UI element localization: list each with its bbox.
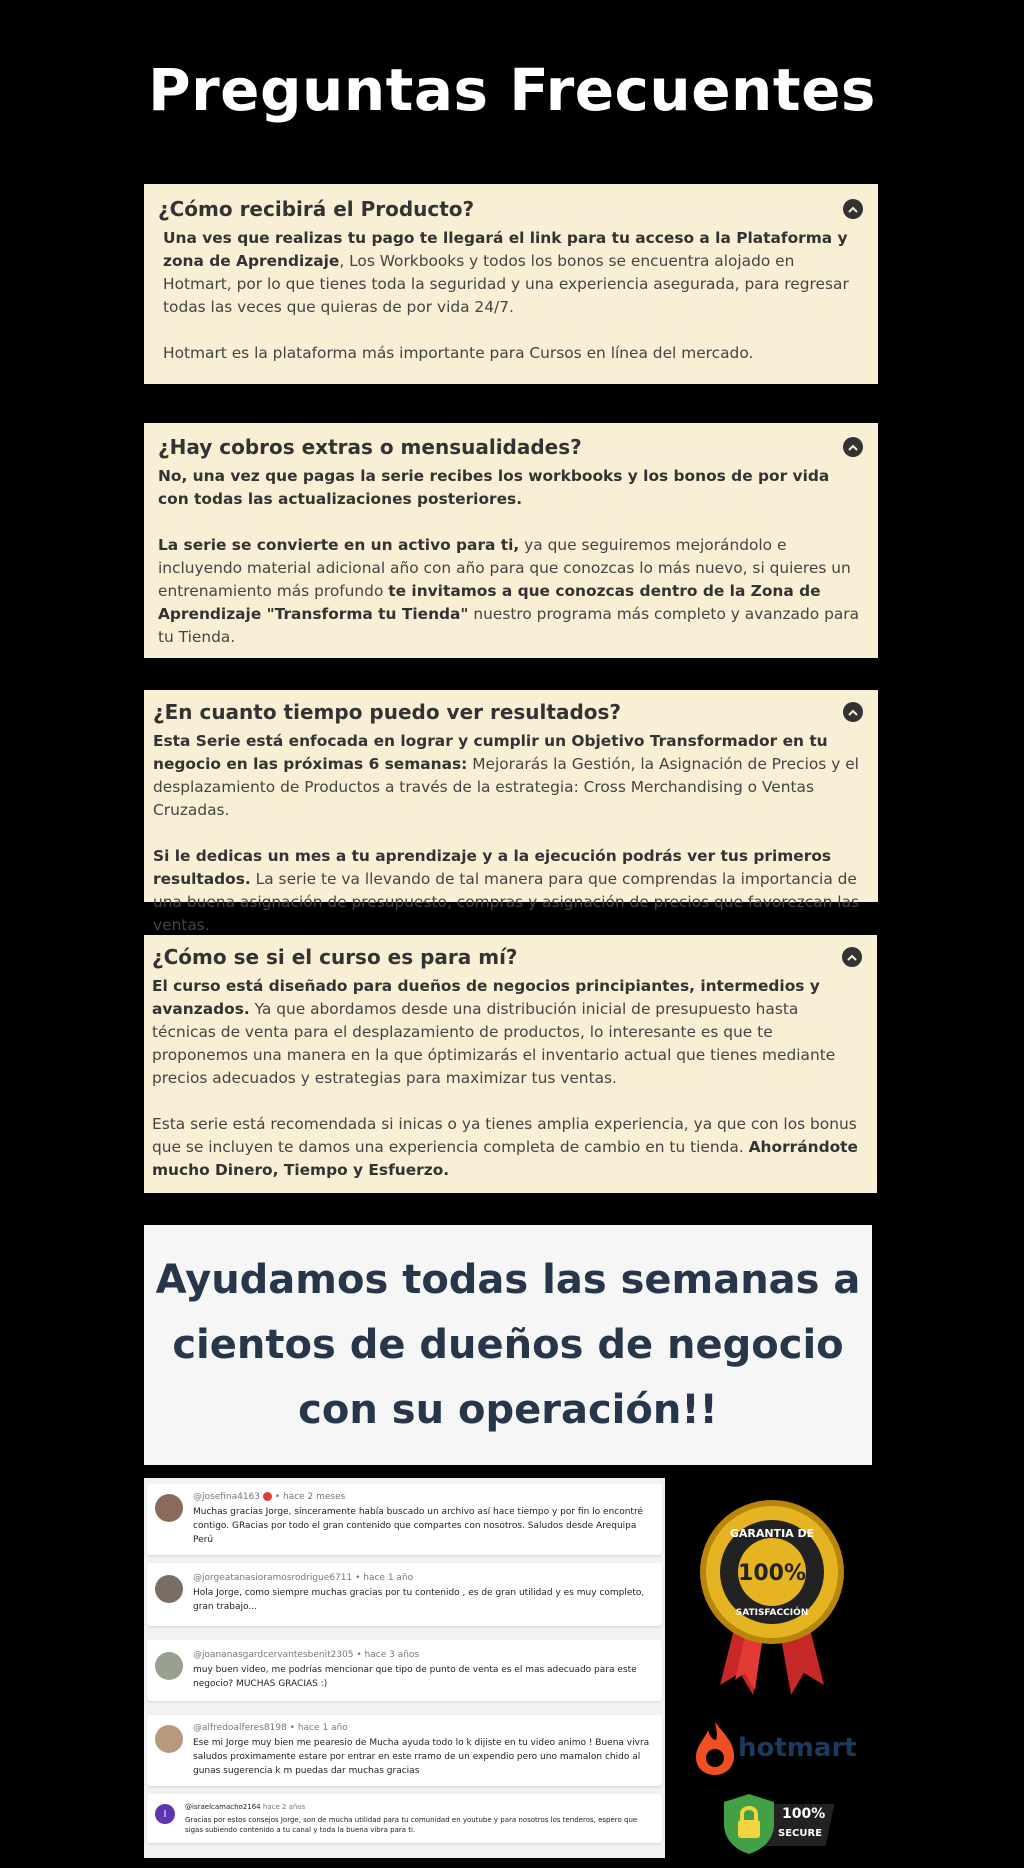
comment-user: @jorgeatanasioramosrodrigue6711 [193, 1573, 353, 1583]
comment-text: Ese mi Jorge muy bien me pearesio de Mucha ayuda todo lo k dijiste en tu video animo ! Buena vivra saludos proximamente estare por entrar en este rramo de un expendio pero uno mamalon chido al gunas sugerencia k m puedas dar muchas gracias [193, 1738, 650, 1776]
answer-bold: Una ves que realizas tu pago te llegará el link para tu acceso a la Plataforma y zona de Aprendizaje [163, 229, 848, 270]
chevron-up-icon[interactable] [843, 199, 863, 219]
faq-question-text: ¿Cómo recibirá el Producto? [158, 197, 475, 221]
faq-item-producto [144, 184, 878, 384]
guarantee-seal-icon [695, 1495, 849, 1705]
faq-item-curso [144, 935, 877, 1193]
comment-time: hace 2 años [262, 1803, 306, 1811]
answer-text: nuestro programa más completo y avanzado para tu Tienda. [158, 605, 860, 646]
chevron-up-icon[interactable] [843, 437, 863, 457]
answer-bold: El curso está diseñado para dueños de negocios principiantes, intermedios y avanzados. [152, 977, 820, 1018]
comment-user: @josefina4163 [193, 1492, 261, 1502]
avatar [155, 1575, 183, 1603]
comment-text: Muchas gracias Jorge, sinceramente había buscado un archivo así hace tiempo y por fin lo encontré contigo. GRacias por todo el gran contenido que compartes con nosotros. Saludos desde Arequipa Perú [193, 1507, 644, 1545]
comment-text: Hola Jorge, como siempre muchas gracias por tu contenido , es de gran utilidad y es muy completo, gran trabajo... [193, 1588, 645, 1612]
faq-item-resultados [144, 690, 878, 934]
comment-user: @alfredoalferes8198 [193, 1723, 287, 1733]
answer-text: Esta serie está recomendada si inicas o ya tienes amplia experiencia, ya que con los bonus que se incluyen te damos una experiencia completa de cambio en tu tienda. [152, 1115, 857, 1156]
answer-text: Hotmart es la plataforma más importante para Cursos en línea del mercado. [163, 344, 754, 362]
guarantee-pct-text: 100% [738, 1561, 806, 1586]
avatar: I [155, 1804, 175, 1824]
faq-question[interactable] [153, 700, 863, 724]
faq-question-text: ¿Cómo se si el curso es para mí? [152, 945, 518, 969]
comment-time: hace 1 año [297, 1723, 348, 1733]
secure-pct-text: 100% [782, 1806, 826, 1822]
guarantee-bottom-text: SATISFACCIÓN [735, 1608, 809, 1618]
faq-question[interactable] [152, 945, 862, 969]
secure-badge [720, 1792, 832, 1856]
verified-icon [263, 1492, 272, 1501]
comment-user: @israelcamacho2164 [185, 1803, 261, 1811]
avatar [155, 1494, 183, 1522]
comment-item: @josefina4163 • hace 2 meses Muchas gracias Jorge, sinceramente había buscado un archivo así hace tiempo y por fin lo encontré contigo. GRacias por todo el gran contenido que compartes con nosotros. Saludos desde Arequipa Perú [147, 1484, 662, 1555]
faq-item-cobros [144, 423, 878, 658]
answer-text: , Los Workbooks y todos los bonos se encuentra alojado en Hotmart, por lo que tienes toda la seguridad y una experiencia asegurada, para regresar todas las veces que quieras de por vida 24/7. [163, 252, 849, 316]
comment-item: @joananasgardcervantesbenit2305 • hace 3 años muy buen video, me podrías mencionar que tipo de punto de venta es el mas adecuado para este negocio? MUCHAS GRACIAS :) [147, 1640, 662, 1701]
comment-text: muy buen video, me podrías mencionar que tipo de punto de venta es el mas adecuado para este negocio? MUCHAS GRACIAS :) [193, 1665, 637, 1689]
faq-question[interactable] [158, 435, 863, 459]
promo-headline: Ayudamos todas las semanas a cientos de dueños de negocio con su operación!! [155, 1256, 861, 1433]
comment-text: Gracias por estos consejos Jorge, son de mucha utilidad para tu comunidad en youtube y para nosotros los tenderos, espero que sigas subiendo contenido a tu canal y toda la buena vibra para ti. [185, 1816, 638, 1834]
faq-answer [153, 730, 863, 937]
answer-bold: Esta Serie está enfocada en lograr y cumplir un Objetivo Transformador en tu negocio en las próximas 6 semanas: [153, 732, 828, 773]
answer-text: Mejorarás la Gestión, la Asignación de Precios y el desplazamiento de Productos a través de la estrategia: Cross Merchandising o Ventas Cruzadas. [153, 755, 859, 819]
answer-bold: La serie se convierte en un activo para ti, [158, 536, 520, 554]
lock-shield-icon [720, 1792, 778, 1856]
avatar [155, 1652, 183, 1680]
answer-text: Ya que abordamos desde una distribución inicial de presupuesto hasta técnicas de venta para el desplazamiento de productos, lo interesante es que te proponemos una manera en la que óptimizarás el inventario actual que tienes mediante precios adecuados y estrategias para maximizar tus ventas. [152, 1000, 836, 1087]
page-title: Preguntas Frecuentes [148, 56, 876, 124]
faq-question-text: ¿En cuanto tiempo puedo ver resultados? [153, 700, 622, 724]
comment-item: @jorgeatanasioramosrodrigue6711 • hace 1 año Hola Jorge, como siempre muchas gracias por tu contenido , es de gran utilidad y es muy completo, gran trabajo... [147, 1563, 662, 1626]
comment-time: hace 2 meses [282, 1492, 346, 1502]
faq-answer [158, 465, 863, 649]
comment-time: hace 1 año [363, 1573, 414, 1583]
comment-user: @joananasgardcervantesbenit2305 [193, 1650, 354, 1660]
flame-icon [694, 1720, 736, 1776]
answer-bold: No, una vez que pagas la serie recibes los workbooks y los bonos de por vida con todas las actualizaciones posteriores. [158, 467, 830, 508]
answer-bold: Si le dedicas un mes a tu aprendizaje y a la ejecución podrás ver tus primeros resultados. [153, 847, 832, 888]
answer-text: ya que seguiremos mejorándolo e incluyendo material adicional año con año para que conozcas lo más nuevo, si quieres un entrenamiento más profundo [158, 536, 851, 600]
answer-bold: Ahorrándote mucho Dinero, Tiempo y Esfuerzo. [152, 1138, 858, 1179]
faq-question-text: ¿Hay cobros extras o mensualidades? [158, 435, 582, 459]
answer-bold: te invitamos a que conozcas dentro de la Zona de Aprendizaje "Transforma tu Tienda" [158, 582, 821, 623]
chevron-up-icon[interactable] [843, 702, 863, 722]
comment-item: @alfredoalferes8198 • hace 1 año Ese mi Jorge muy bien me pearesio de Mucha ayuda todo lo k dijiste en tu video animo ! Buena vivra saludos proximamente estare por entrar en este rramo de un expendio pero uno mamalon chido al gunas sugerencia k m puedas dar muchas gracias [147, 1715, 662, 1786]
comment-time: hace 3 años [364, 1650, 420, 1660]
secure-label-text: SECURE [778, 1828, 823, 1839]
answer-text: La serie te va llevando de tal manera para que comprendas la importancia de una buena asignación de presupuesto, compras y asignación de precios que favorezcan las ventas. [153, 870, 860, 934]
faq-answer [158, 227, 863, 365]
avatar [155, 1725, 183, 1753]
comment-item [147, 1794, 662, 1843]
promo-banner [144, 1225, 872, 1465]
faq-question[interactable] [158, 197, 863, 221]
hotmart-logo [694, 1720, 857, 1776]
comments-panel [144, 1478, 665, 1858]
chevron-up-icon[interactable] [842, 947, 862, 967]
hotmart-text: hotmart [738, 1733, 857, 1763]
guarantee-top-text: GARANTIA DE [729, 1527, 815, 1540]
faq-answer [152, 975, 862, 1182]
